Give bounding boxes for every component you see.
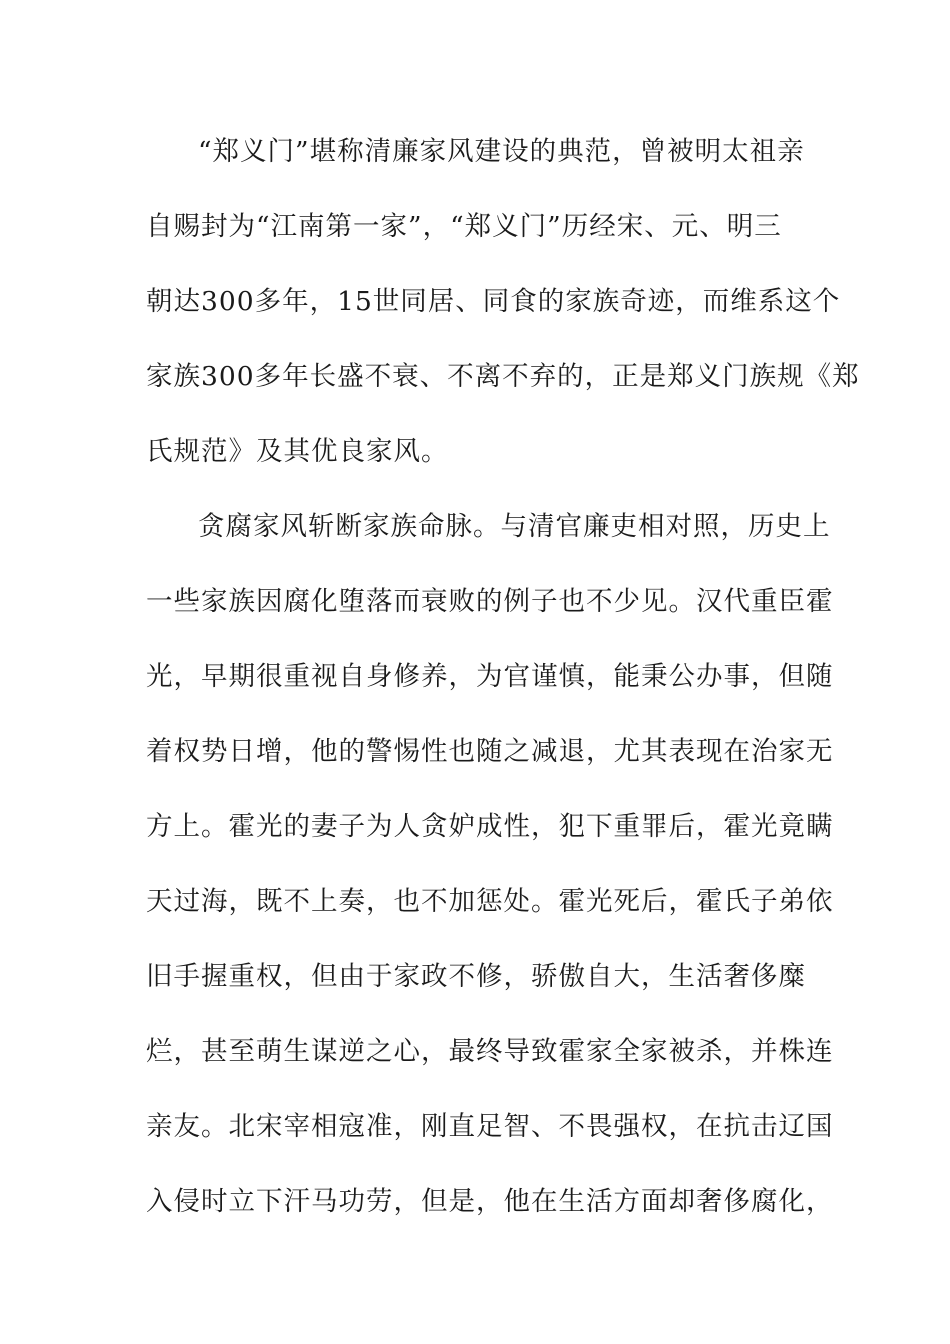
paragraph-2-line-1: 贪腐家风斩断家族命脉。与清官廉吏相对照，历史上 — [198, 511, 831, 542]
paragraph-1-line-2: 自赐封为“江南第一家”，“郑义门”历经宋、元、明三 — [146, 211, 782, 242]
paragraph-1-line-5: 氏规范》及其优良家风。 — [146, 436, 449, 467]
paragraph-1-line-4: 家族300多年长盛不衰、不离不弃的，正是郑义门族规《郑 — [146, 361, 860, 392]
paragraph-2-line-9: 亲友。北宋宰相寇准，刚直足智、不畏强权，在抗击辽国 — [146, 1111, 834, 1142]
paragraph-2-line-4: 着权势日增，他的警惕性也随之减退，尤其表现在治家无 — [146, 736, 834, 767]
paragraph-2-line-5: 方上。霍光的妻子为人贪妒成性，犯下重罪后，霍光竟瞒 — [146, 811, 834, 842]
paragraph-2-line-2: 一些家族因腐化堕落而衰败的例子也不少见。汉代重臣霍 — [146, 586, 834, 617]
paragraph-2-line-10: 入侵时立下汗马功劳，但是，他在生活方面却奢侈腐化， — [146, 1186, 834, 1217]
paragraph-2-line-8: 烂，甚至萌生谋逆之心，最终导致霍家全家被杀，并株连 — [146, 1036, 834, 1067]
paragraph-2-line-6: 天过海，既不上奏，也不加惩处。霍光死后，霍氏子弟依 — [146, 886, 834, 917]
paragraph-2-line-3: 光，早期很重视自身修养，为官谨慎，能秉公办事，但随 — [146, 661, 834, 692]
paragraph-1-line-3: 朝达300多年，15世同居、同食的家族奇迹，而维系这个 — [146, 286, 841, 317]
paragraph-1-line-1: “郑义门”堪称清廉家风建设的典范，曾被明太祖亲 — [198, 136, 805, 167]
paragraph-2-line-7: 旧手握重权，但由于家政不修，骄傲自大，生活奢侈糜 — [146, 961, 806, 992]
